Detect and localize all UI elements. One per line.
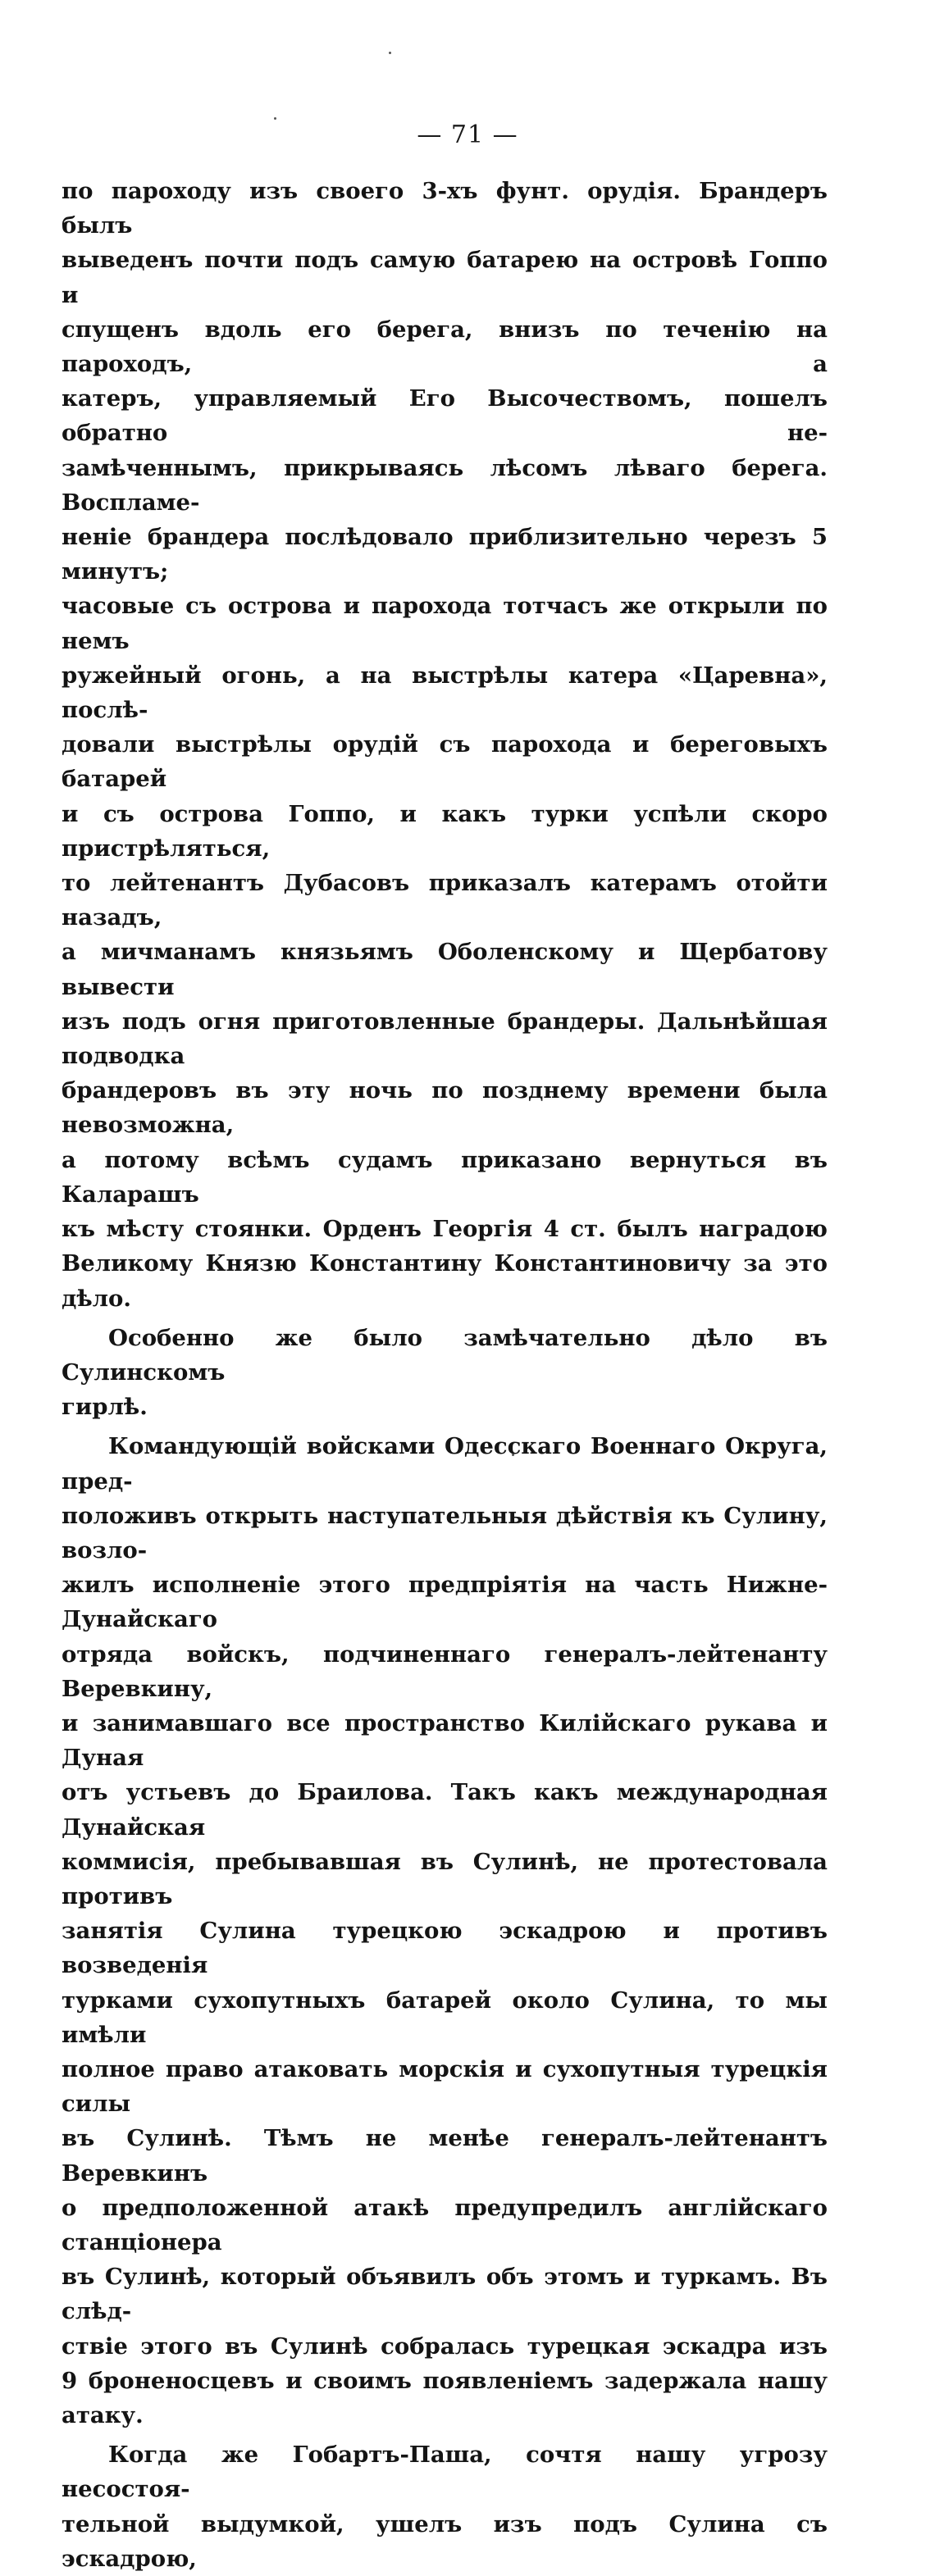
text-line: изъ подъ огня приготовленные брандеры. Дальнѣйшая подводка (62, 1008, 828, 1070)
text-line: 9 броненосцевъ и своимъ появленіемъ задержала нашу (62, 2367, 828, 2394)
text-line: а мичманамъ князьямъ Оболенскому и Щербатову вывести (62, 939, 828, 1000)
text-line: къ мѣсту стоянки. Орденъ Георгія 4 ст. былъ наградою (62, 1216, 828, 1243)
text-line: довали выстрѣлы орудій съ парохода и береговыхъ батарей (62, 731, 828, 793)
text-line: Командующій войсками Одесскаго Военнаго Округа, пред- (62, 1433, 828, 1495)
text-line: занятія Сулина турецкою эскадрою и противъ возведенія (62, 1918, 828, 1979)
text-line: Когда же Гобартъ-Паша, сочтя нашу угрозу несостоя- (62, 2442, 828, 2503)
text-line: замѣченнымъ, прикрываясь лѣсомъ лѣваго берега. Воспламе- (62, 454, 828, 516)
text-line: Особенно же было замѣчательно дѣло въ Сулинскомъ (62, 1324, 828, 1386)
text-line: положивъ открыть наступательныя дѣйствія къ Сулину, возло- (62, 1502, 828, 1563)
text-line: тельной выдумкой, ушелъ изъ подъ Сулина съ эскадрою, (62, 2510, 828, 2572)
text-line: и занимавшаго все пространство Килійскаго рукава и Дуная (62, 1709, 828, 1772)
text-line: брандеровъ въ эту ночь по позднему времени была невозможна, (62, 1077, 828, 1139)
text-line: въ Сулинѣ, который объявилъ объ этомъ и туркамъ. Въ слѣд- (62, 2264, 828, 2325)
text-line: ружейный огонь, а на выстрѣлы катера «Царевна», послѣ- (62, 662, 828, 724)
text-line: жилъ исполненіе этого предпріятія на часть Нижне-Дунайскаго (62, 1572, 828, 1633)
text-line: катеръ, управляемый Его Высочествомъ, пошелъ обратно не- (62, 385, 828, 447)
text-line: отъ устьевъ до Браилова. Такъ какъ международная Дунайская (62, 1779, 828, 1841)
text-line: а потому всѣмъ судамъ приказано вернуться въ Каларашъ (62, 1146, 828, 1208)
paper-speck (274, 117, 276, 120)
text-line: въ Сулинѣ. Тѣмъ не менѣе генералъ-лейтенантъ Веревкинъ (62, 2125, 828, 2187)
text-line: турками сухопутныхъ батарей около Сулина, то мы имѣли (62, 1987, 828, 2048)
text-line: выведенъ почти подъ самую батарею на островѣ Гоппо и (62, 247, 828, 308)
text-line: спущенъ вдоль его берега, внизъ по теченію на пароходъ, а (62, 316, 828, 378)
text-line: полное право атаковать морскія и сухопутныя турецкія силы (62, 2055, 828, 2118)
text-line: то лейтенантъ Дубасовъ приказалъ катерамъ отойти назадъ, (62, 870, 828, 931)
text-line: гирлѣ. (62, 1394, 148, 1421)
page-number: — 71 — (417, 121, 518, 149)
text-line: о предположенной атакѣ предупредилъ англійскаго станціонера (62, 2194, 828, 2255)
paper-speck (389, 52, 391, 54)
text-line: неніе брандера послѣдовало приблизительно черезъ 5 минутъ; (62, 524, 828, 585)
text-line: ствіе этого въ Сулинѣ собралась турецкая эскадра изъ (62, 2333, 828, 2360)
text-line: коммисія, пребывавшая въ Сулинѣ, не протестовала противъ (62, 1848, 828, 1909)
text-line: Великому Князю Константину Константиновичу за это дѣло. (62, 1250, 828, 1312)
text-line: атаку. (62, 2402, 144, 2428)
text-line: отряда войскъ, подчиненнаго генералъ-лейтенанту Веревкину, (62, 1641, 828, 1702)
text-line: и съ острова Гоппо, и какъ турки успѣли скоро пристрѣляться, (62, 800, 828, 862)
text-line: по пароходу изъ своего 3-хъ фунт. орудія. Брандеръ былъ (62, 178, 828, 239)
text-line: часовые съ острова и парохода тотчасъ же открыли по немъ (62, 593, 828, 654)
body-text (62, 174, 828, 2576)
